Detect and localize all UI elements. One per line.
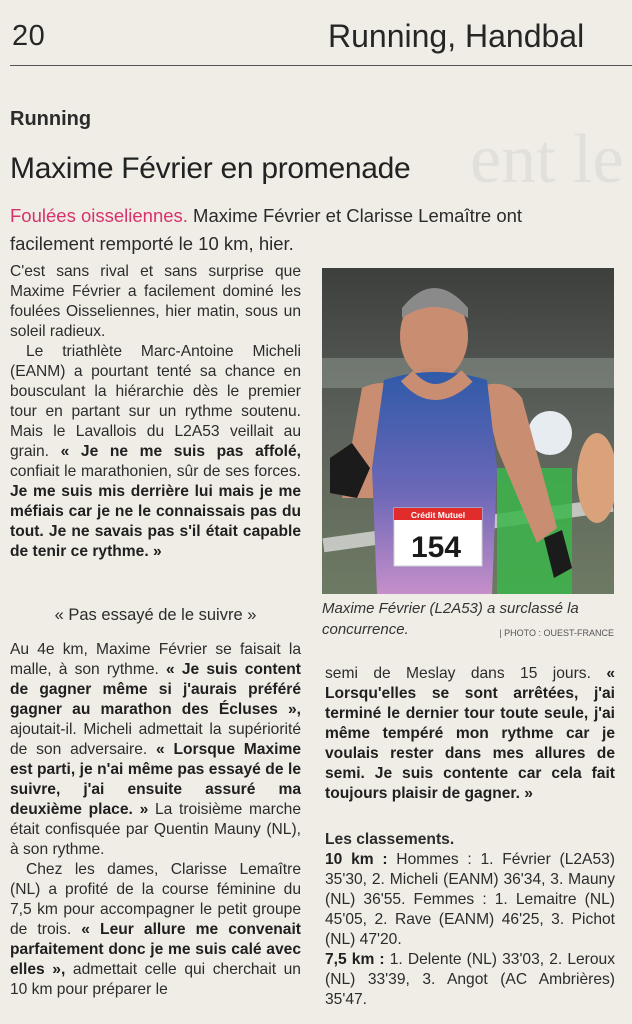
p4-text-2: admettait celle qui cherchait un 10 km pour préparer le bbox=[10, 961, 301, 998]
article-subhead: « Pas essayé de le suivre » bbox=[54, 606, 257, 624]
article-column-left-bottom bbox=[10, 640, 301, 1000]
article-photo bbox=[322, 268, 614, 594]
section-title: Running, Handbal bbox=[328, 18, 585, 54]
rubric-label: Running bbox=[10, 108, 92, 130]
paragraph-5 bbox=[325, 664, 615, 804]
runner-photo-illustration bbox=[322, 268, 614, 594]
p3-text-2: ajoutait-il. Micheli admettait la supériorité de son adversaire. bbox=[10, 721, 301, 758]
results-title: Les classements. bbox=[325, 831, 455, 848]
article-column-left-top bbox=[10, 262, 301, 562]
results-7-5km-text: 1. Delente (NL) 33'03, 2. Leroux (NL) 33'39, 3. Angot (AC Ambrières) 35'47. bbox=[325, 951, 615, 1008]
results-7-5km-label: 7,5 km : bbox=[325, 951, 385, 968]
bib-number: 154 bbox=[410, 531, 462, 564]
p5-text: semi de Meslay dans 15 jours. bbox=[325, 665, 607, 682]
p4-quote: « Leur allure me convenait parfaitement donc je me suis calé avec elles », bbox=[10, 921, 301, 978]
paragraph-3 bbox=[10, 640, 301, 860]
paragraph-1: C'est sans rival et sans surprise que Maxime Février a facilement dominé les foulées Oisseliennes, hier matin, sous un soleil radieux. bbox=[10, 263, 301, 340]
bib-sponsor: Crédit Mutuel bbox=[410, 510, 466, 520]
lead-kicker: Foulées oisseliennes. bbox=[10, 205, 188, 226]
p2-quote-1: « Je ne me suis pas affolé, bbox=[60, 443, 302, 460]
results-10km-text: Hommes : 1. Février (L2A53) 35'30, 2. Micheli (EANM) 36'34, 3. Mauny (NL) 36'55. Femmes : 1. Lemaitre (NL) 45'05, 2. Rave (EANM) 46'25, 3. Pichot (NL) 47'20. bbox=[325, 851, 615, 948]
lead-text: Maxime Février et Clarisse Lemaître ont facilement remporté le 10 km, hier. bbox=[10, 205, 523, 254]
p3-text: Au 4e km, Maxime Février se faisait la malle, à son rythme. bbox=[10, 641, 301, 678]
show-through-bleed: ent le bbox=[470, 121, 624, 198]
photo-credit: | PHOTO : OUEST-FRANCE bbox=[499, 628, 614, 638]
paragraph-4 bbox=[10, 860, 301, 1000]
photo-caption: Maxime Février (L2A53) a surclassé la concurrence. bbox=[322, 600, 579, 638]
page-number: 20 bbox=[12, 20, 46, 52]
p5-quote: « Lorsqu'elles se sont arrêtées, j'ai terminé le dernier tour toute seule, j'ai même tempéré mon rythme car je voulais rester dans mes allures de semi. Je suis contente car cela fait toujours plaisir de gagner. » bbox=[325, 665, 615, 802]
p2-quote-2: Je me suis mis derrière lui mais je me méfiais car je ne le connaissais pas du tout. Je ne savais pas s'il était capable de tenir ce rythme. » bbox=[10, 483, 301, 560]
p2-text: Le triathlète Marc-Antoine Micheli (EANM) a pourtant tenté sa chance en bousculant la hiérarchie dès le premier tour en partant sur un rythme soutenu. Mais le Lavallois du L2A53 veillait au grain. bbox=[10, 343, 301, 460]
p2-text-2: confiait le marathonien, sûr de ses forces. bbox=[10, 463, 301, 480]
p3-text-3: La troisième marche était confisquée par Quentin Mauny (NL), à son rythme. bbox=[10, 801, 301, 858]
header-divider bbox=[10, 65, 632, 66]
article-column-right bbox=[325, 664, 615, 804]
results-7-5km bbox=[325, 950, 615, 1010]
results-10km bbox=[325, 850, 615, 950]
article-headline: Maxime Février en promenade bbox=[10, 152, 411, 185]
p4-text: Chez les dames, Clarisse Lemaître (NL) a profité de la course féminine du 7,5 km pour accompagner le petit groupe de trois. bbox=[10, 861, 301, 938]
results-10km-label: 10 km : bbox=[325, 851, 388, 868]
p3-quote-1: « Je suis content de gagner même si j'aurais préféré gagner au marathon des Écluses », bbox=[10, 661, 301, 718]
results-box bbox=[325, 830, 615, 1010]
article-lead bbox=[10, 202, 610, 258]
paragraph-2 bbox=[10, 342, 301, 562]
p3-quote-2: « Lorsque Maxime est parti, je n'ai même pas essayé de le suivre, j'ai ensuite assuré ma deuxième place. » bbox=[10, 741, 301, 818]
